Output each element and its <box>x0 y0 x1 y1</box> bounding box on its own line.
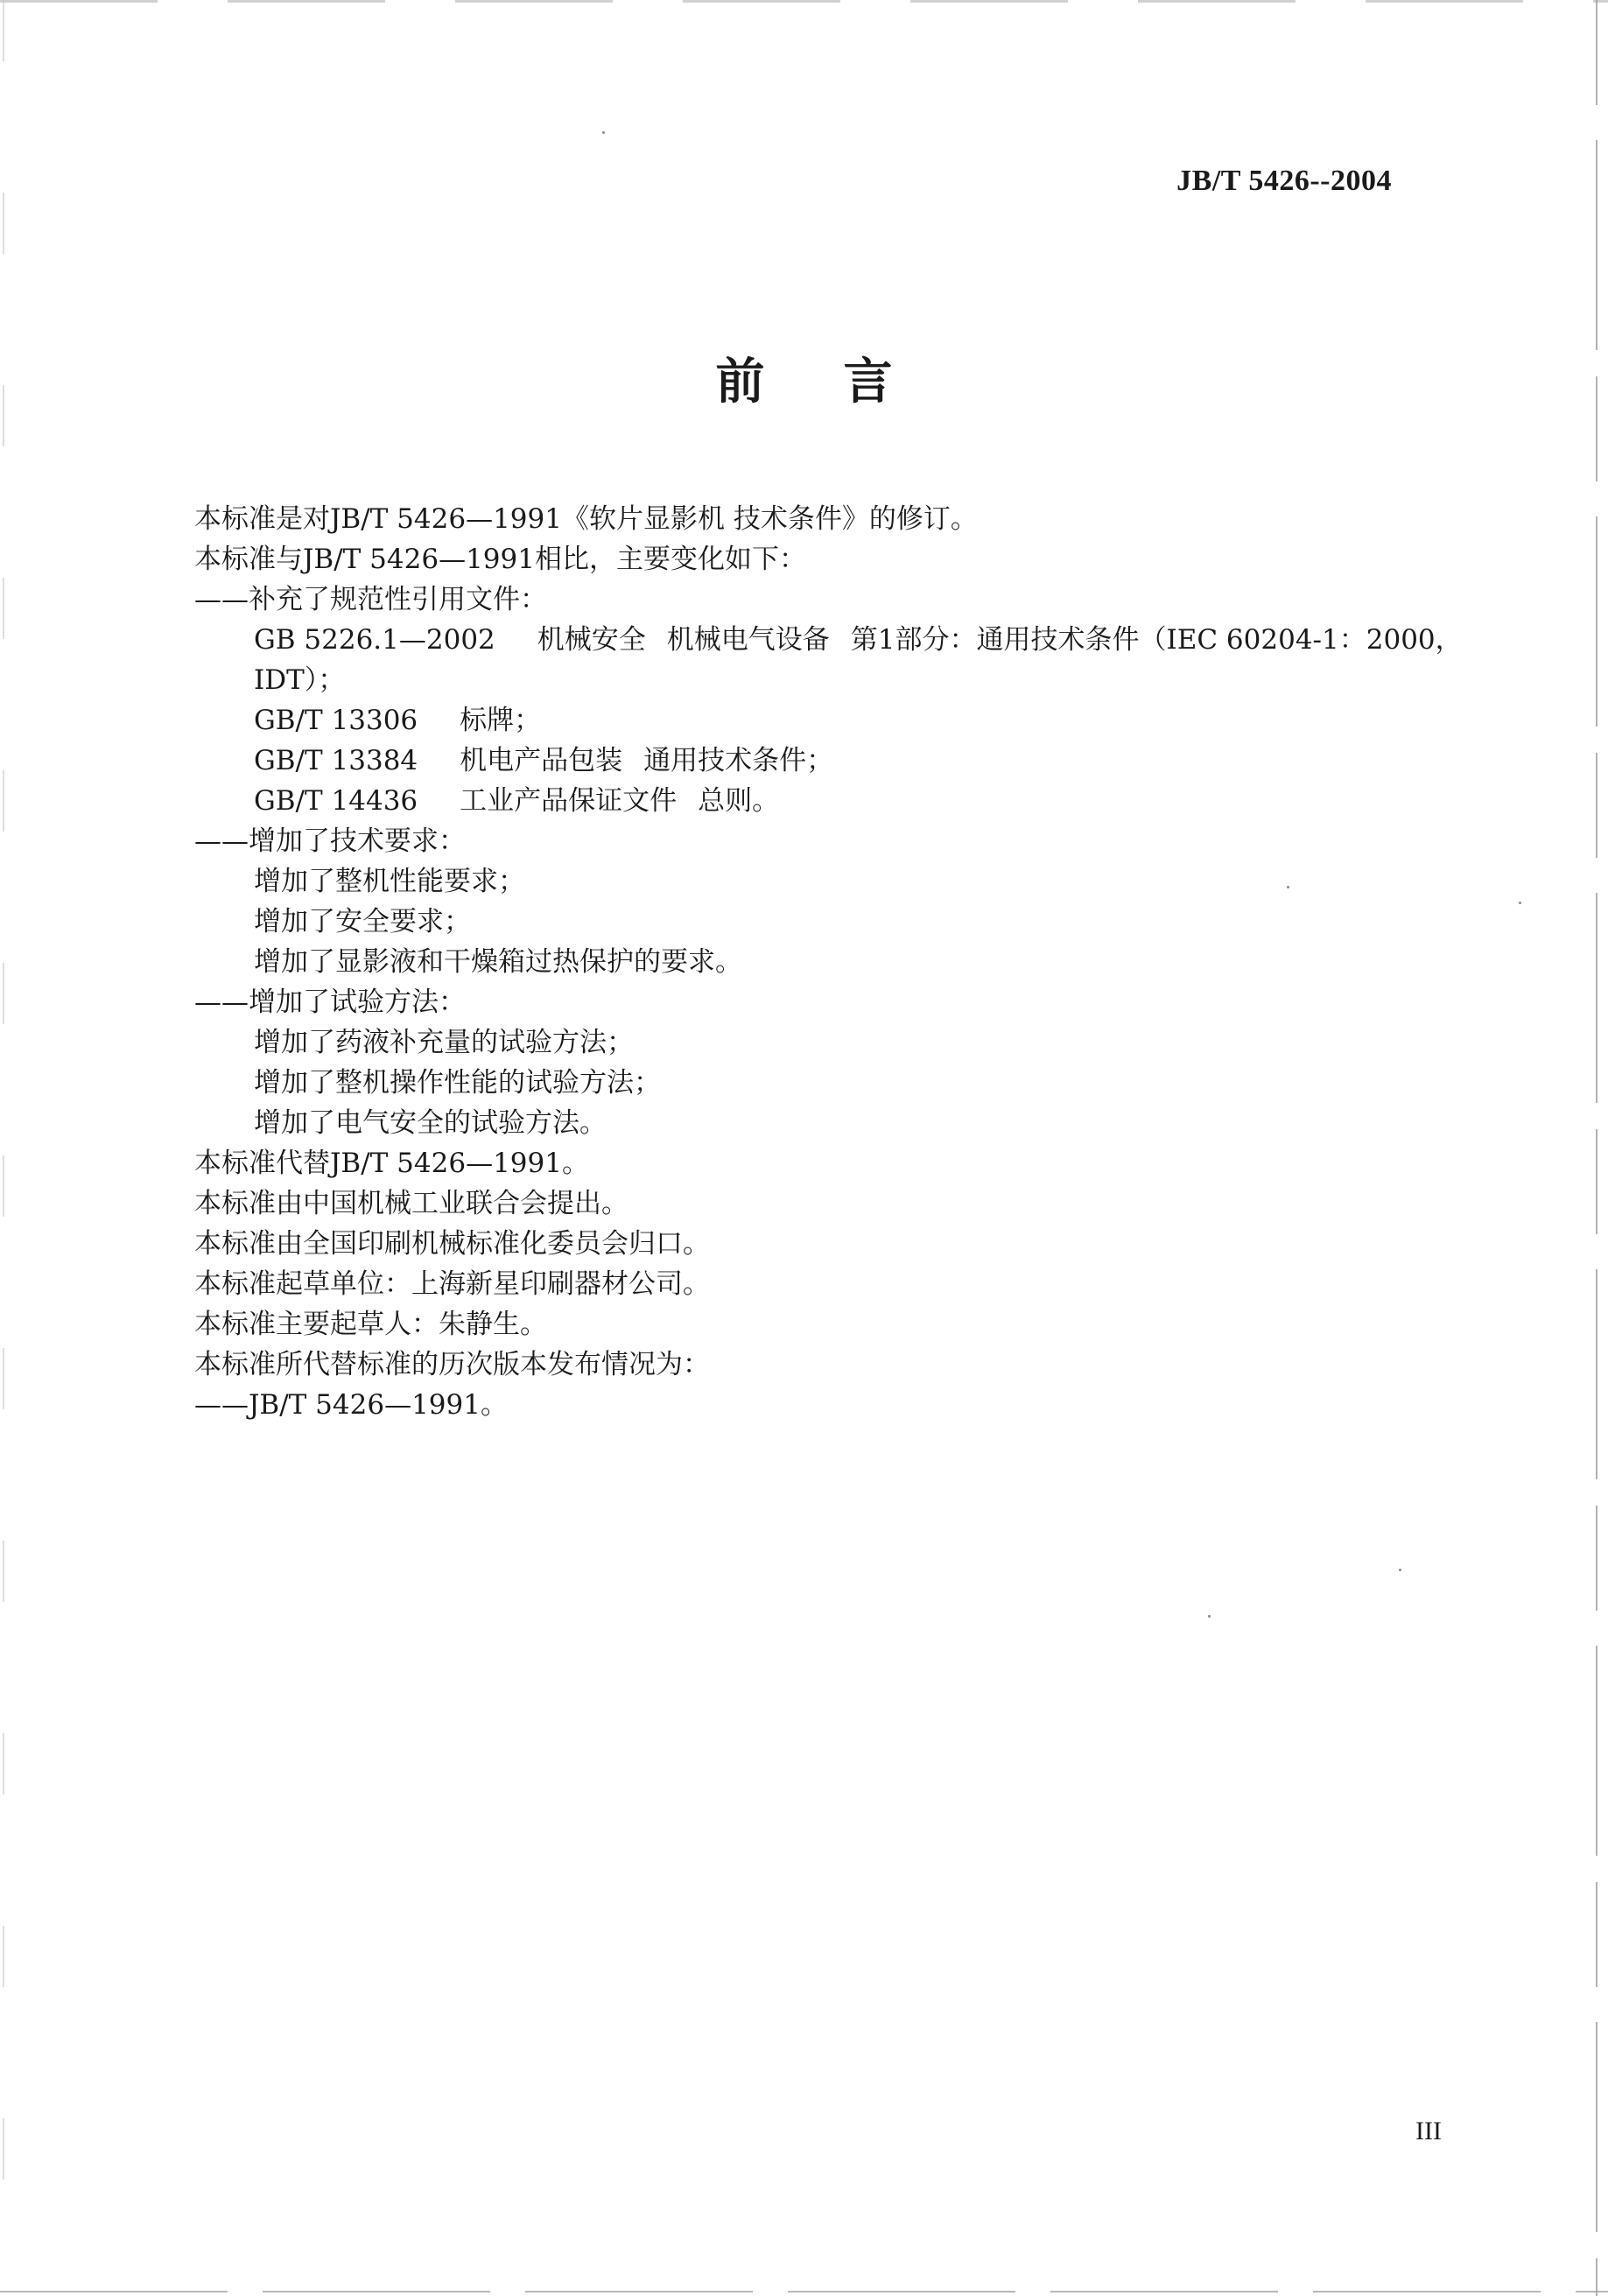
paragraph-line: 本标准与JB/T 5426—1991相比，主要变化如下： <box>194 544 806 575</box>
paragraph-line: 本标准主要起草人：朱静生。 <box>194 1309 547 1340</box>
list-item: 增加了电气安全的试验方法。 <box>254 1107 607 1139</box>
list-item: 增加了显影液和干燥箱过热保护的要求。 <box>254 946 742 978</box>
paragraph-line: 本标准代替JB/T 5426—1991。 <box>194 1148 589 1179</box>
paragraph-line: 本标准由中国机械工业联合会提出。 <box>194 1188 628 1219</box>
scan-edge-bottom <box>0 2291 1608 2292</box>
paragraph-line: 本标准起草单位：上海新星印刷器材公司。 <box>194 1268 710 1300</box>
reference-item <box>194 741 1472 781</box>
scan-speck <box>1519 902 1521 904</box>
document-code: JB/T 5426--2004 <box>1176 165 1392 197</box>
list-item: 增加了安全要求； <box>254 906 471 937</box>
reference-code: GB/T 13306 <box>254 705 418 736</box>
paragraph-line: 本标准是对JB/T 5426—1991《软片显影机 技术条件》的修订。 <box>194 503 978 535</box>
reference-title-part: 标牌； <box>460 705 542 736</box>
reference-code: GB/T 13384 <box>254 745 418 776</box>
reference-title-part: 机电产品包装 <box>460 745 623 776</box>
reference-title-part: 机械安全 <box>537 624 646 656</box>
scan-edge-top <box>0 0 1608 3</box>
reference-code: GB 5226.1—2002 <box>254 624 495 656</box>
list-item: 增加了整机性能要求； <box>254 866 525 897</box>
page-number: III <box>1415 2117 1442 2145</box>
page-title: 前言 <box>715 354 972 411</box>
list-heading: ——增加了试验方法： <box>194 987 466 1018</box>
list-heading: ——补充了规范性引用文件： <box>194 584 547 615</box>
reference-title-part: 机械电气设备 <box>666 624 830 656</box>
list-item: 增加了药液补充量的试验方法； <box>254 1027 634 1058</box>
reference-item <box>194 620 1472 660</box>
scan-speck <box>602 131 605 134</box>
scan-speck <box>1399 1569 1401 1571</box>
reference-title-part: 第1部分：通用技术条件（IEC 60204-1：2000， <box>850 624 1463 656</box>
list-item: ——JB/T 5426—1991。 <box>194 1389 508 1421</box>
list-heading: ——增加了技术要求： <box>194 825 466 857</box>
list-item: 增加了整机操作性能的试验方法； <box>254 1067 661 1099</box>
reference-title-part: 工业产品保证文件 <box>460 785 678 817</box>
paragraph-line: 本标准所代替标准的历次版本发布情况为： <box>194 1349 710 1380</box>
reference-item-continued: IDT）； <box>254 664 346 696</box>
paragraph-line: 本标准由全国印刷机械标准化委员会归口。 <box>194 1228 710 1260</box>
scan-speck <box>1208 1615 1211 1618</box>
foreword-body <box>194 499 1472 1425</box>
reference-code: GB/T 14436 <box>254 785 418 817</box>
reference-title-part: 通用技术条件； <box>643 745 834 776</box>
reference-item <box>194 700 1472 741</box>
reference-item <box>194 781 1472 821</box>
reference-title-part: 总则。 <box>698 785 780 817</box>
